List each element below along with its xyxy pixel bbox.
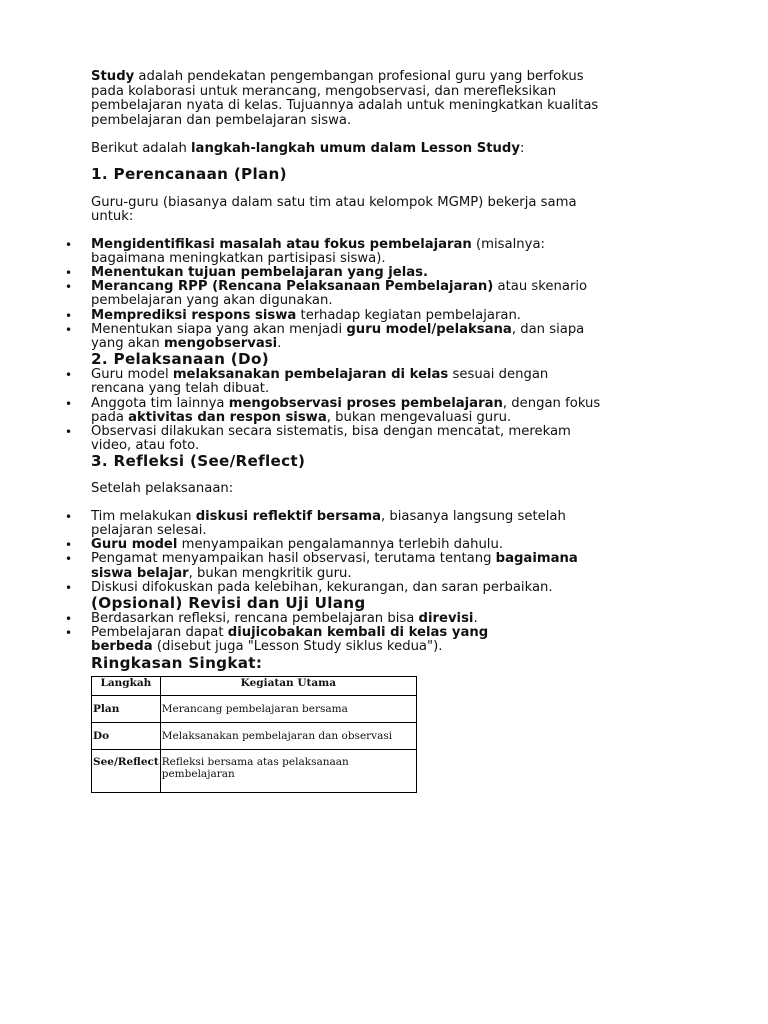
heading-plan: 1. Perencanaan (Plan) bbox=[91, 164, 287, 183]
intro-term: Study bbox=[91, 69, 135, 84]
list-item: • Memprediksi respons siswa terhadap kegiatan pembelajaran. bbox=[65, 307, 522, 323]
table-cell: Melaksanakan pembelajaran dan observasi bbox=[160, 722, 416, 749]
list-item: • Menentukan tujuan pembelajaran yang jelas. bbox=[65, 264, 428, 280]
plan-list bbox=[65, 236, 691, 352]
table-cell: Refleksi bersama atas pelaksanaan pembelajaran bbox=[160, 749, 416, 792]
list-item: • Merancang RPP (Rencana Pelaksanaan Pembelajaran) atau skenario pembelajaran yang akan digunakan. bbox=[65, 279, 588, 309]
column-header: Langkah bbox=[92, 676, 161, 695]
steps-intro: Berikut adalah langkah-langkah umum dalam Lesson Study: bbox=[91, 141, 525, 156]
list-item: • Diskusi difokuskan pada kelebihan, kekurangan, dan saran perbaikan. bbox=[65, 579, 553, 595]
list-item: • Guru model melaksanakan pembelajaran di kelas sesuai dengan rencana yang telah dibuat. bbox=[65, 367, 549, 397]
list-item: • Tim melakukan diskusi reflektif bersama, biasanya langsung setelah pelajaran selesai. bbox=[65, 508, 566, 539]
table-header-row bbox=[92, 676, 417, 695]
list-item: • Mengidentifikasi masalah atau fokus pembelajaran (misalnya: bagaimana meningkatkan partisipasi siswa). bbox=[65, 236, 545, 266]
heading-do: 2. Pelaksanaan (Do) bbox=[91, 350, 269, 369]
list-item: • Pembelajaran dapat diujicobakan kembali di kelas yang berbeda (disebut juga "Lesson Study siklus kedua"). bbox=[65, 625, 489, 655]
table-cell: See/Reflect bbox=[92, 749, 161, 792]
intro-paragraph: Study adalah pendekatan pengembangan profesional guru yang berfokus pada kolaborasi untuk merancang, mengobservasi, dan merefleksikan pembelajaran nyata di kelas. Tujuannya adalah untuk meningkatkan kualitas pembelajaran dan pembelajaran siswa. bbox=[91, 69, 599, 128]
table-cell: Merancang pembelajaran bersama bbox=[160, 695, 416, 722]
reflect-intro: Setelah pelaksanaan: bbox=[91, 481, 234, 497]
do-list bbox=[65, 367, 691, 454]
heading-summary: Ringkasan Singkat: bbox=[91, 653, 263, 672]
list-item: • Observasi dilakukan secara sistematis, bisa dengan mencatat, merekam video, atau foto. bbox=[65, 423, 571, 454]
table-cell: Do bbox=[92, 722, 161, 749]
heading-revise: (Opsional) Revisi dan Uji Ulang bbox=[91, 594, 366, 613]
revise-list bbox=[65, 611, 691, 655]
list-item: • Anggota tim lainnya mengobservasi proses pembelajaran, dengan fokus pada aktivitas dan respon siswa, bukan mengevaluasi guru. bbox=[65, 395, 601, 425]
list-item: • Guru model menyampaikan pengalamannya terlebih dahulu. bbox=[65, 537, 504, 553]
document-page bbox=[65, 69, 691, 793]
list-item: • Menentukan siapa yang akan menjadi guru model/pelaksana, dan siapa yang akan mengobservasi. bbox=[65, 321, 585, 351]
table-cell: Plan bbox=[92, 695, 161, 722]
plan-intro: Guru-guru (biasanya dalam satu tim atau kelompok MGMP) bekerja sama untuk: bbox=[91, 194, 577, 224]
column-header: Kegiatan Utama bbox=[160, 676, 416, 695]
reflect-list bbox=[65, 508, 691, 595]
list-item: • Berdasarkan refleksi, rencana pembelajaran bisa direvisi. bbox=[65, 611, 478, 627]
list-item: • Pengamat menyampaikan hasil observasi, terutama tentang bagaimana siswa belajar, bukan mengkritik guru. bbox=[65, 551, 578, 581]
table-row bbox=[92, 749, 417, 792]
summary-table bbox=[91, 676, 417, 793]
table-row bbox=[92, 722, 417, 749]
heading-reflect: 3. Refleksi (See/Reflect) bbox=[91, 452, 306, 471]
table-row bbox=[92, 695, 417, 722]
